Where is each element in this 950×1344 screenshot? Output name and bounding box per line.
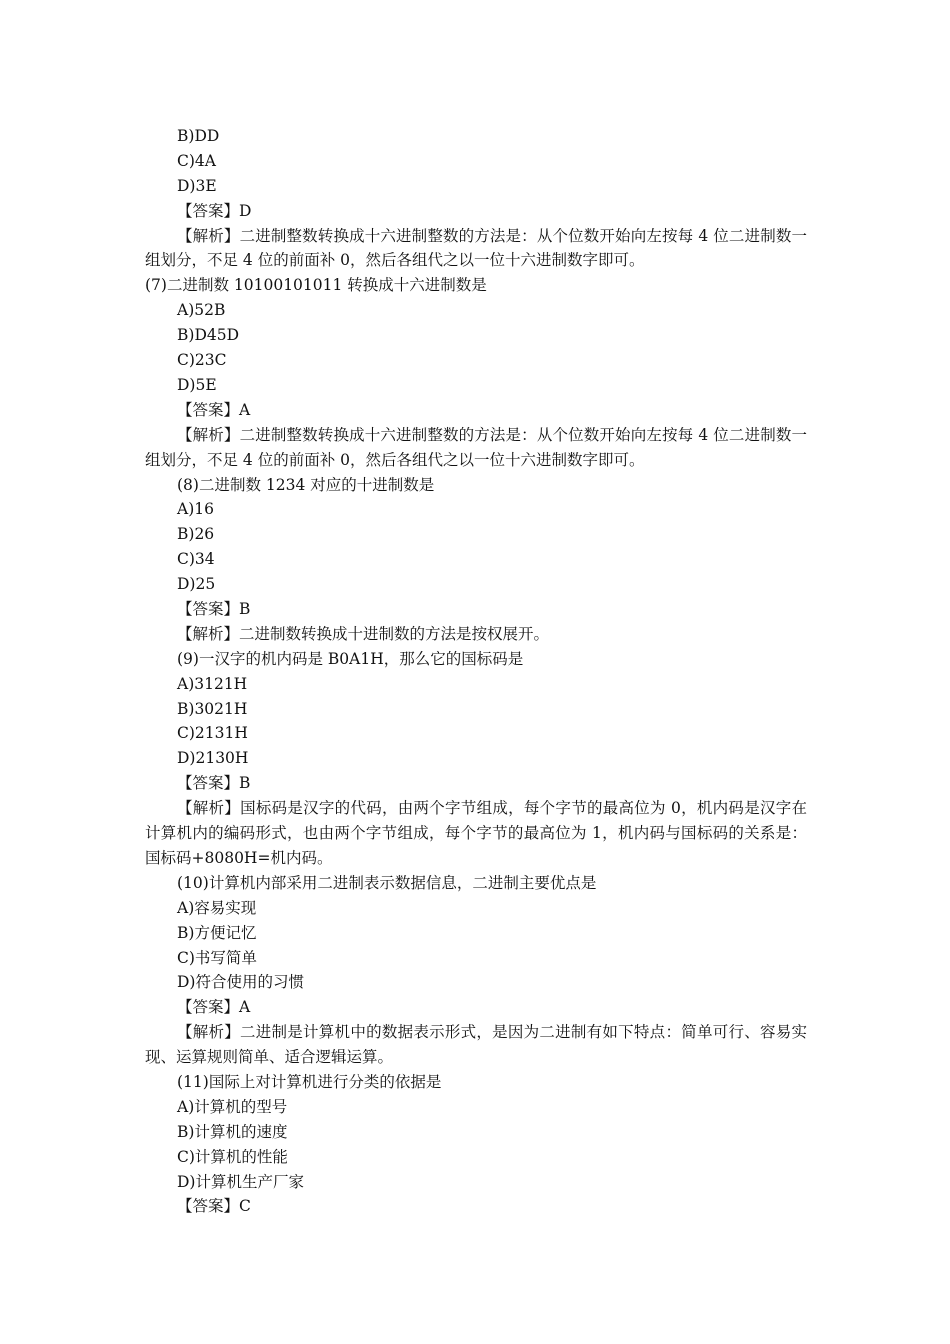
option-line: D)2130H: [177, 749, 249, 768]
option-line: A)52B: [177, 301, 226, 320]
explanation-paragraph: 【解析】二进制整数转换成十六进制整数的方法是：从个位数开始向左按每 4 位二进制数一组划分，不足 4 位的前面补 0，然后各组代之以一位十六进制数字即可。: [145, 226, 807, 270]
option-line: B)D45D: [177, 326, 240, 345]
option-line: D)5E: [177, 375, 217, 394]
option-line: A)3121H: [177, 674, 248, 693]
option-line: B)DD: [177, 127, 220, 145]
option-line: C)计算机的性能: [177, 1147, 288, 1166]
question-line: (11)国际上对计算机进行分类的依据是: [177, 1072, 442, 1091]
document-body: [145, 124, 807, 1219]
question-line: (7)二进制数 10100101011 转换成十六进制数是: [145, 276, 487, 295]
question-line: (9)一汉字的机内码是 B0A1H，那么它的国标码是: [177, 649, 524, 668]
option-line: C)23C: [177, 351, 227, 370]
question-line: (8)二进制数 1234 对应的十进制数是: [177, 475, 435, 494]
option-line: C)2131H: [177, 724, 248, 743]
answer-line: 【答案】B: [177, 774, 251, 793]
explanation-paragraph: 【解析】二进制是计算机中的数据表示形式，是因为二进制有如下特点：简单可行、容易实现、运算规则简单、适合逻辑运算。: [145, 1023, 807, 1067]
option-line: D)25: [177, 575, 216, 594]
answer-line: 【答案】A: [177, 400, 251, 419]
question-line: (10)计算机内部采用二进制表示数据信息，二进制主要优点是: [177, 873, 597, 892]
answer-line: 【答案】D: [177, 201, 252, 220]
option-line: A)容易实现: [177, 898, 257, 917]
answer-line: 【答案】B: [177, 599, 251, 618]
explanation-paragraph: 【解析】国标码是汉字的代码，由两个字节组成，每个字节的最高位为 0，机内码是汉字在计算机内的编码形式，也由两个字节组成，每个字节的最高位为 1，机内码与国标码的关系是：国标码+8080H=机内码。: [145, 799, 807, 867]
option-line: B)计算机的速度: [177, 1122, 288, 1141]
answer-line: 【答案】C: [177, 1197, 251, 1216]
option-line: C)34: [177, 550, 215, 569]
option-line: C)书写简单: [177, 948, 257, 967]
option-line: A)计算机的型号: [177, 1097, 288, 1116]
answer-line: 【答案】A: [177, 998, 251, 1017]
option-line: D)3E: [177, 176, 217, 195]
explanation-line: 【解析】二进制数转换成十进制数的方法是按权展开。: [177, 624, 550, 643]
option-line: D)计算机生产厂家: [177, 1172, 304, 1191]
option-line: B)方便记忆: [177, 923, 257, 942]
option-line: A)16: [177, 500, 214, 519]
explanation-paragraph: 【解析】二进制整数转换成十六进制整数的方法是：从个位数开始向左按每 4 位二进制数一组划分，不足 4 位的前面补 0，然后各组代之以一位十六进制数字即可。: [145, 425, 807, 469]
option-line: B)26: [177, 525, 215, 544]
option-line: D)符合使用的习惯: [177, 973, 304, 992]
option-line: C)4A: [177, 151, 216, 170]
option-line: B)3021H: [177, 699, 248, 718]
